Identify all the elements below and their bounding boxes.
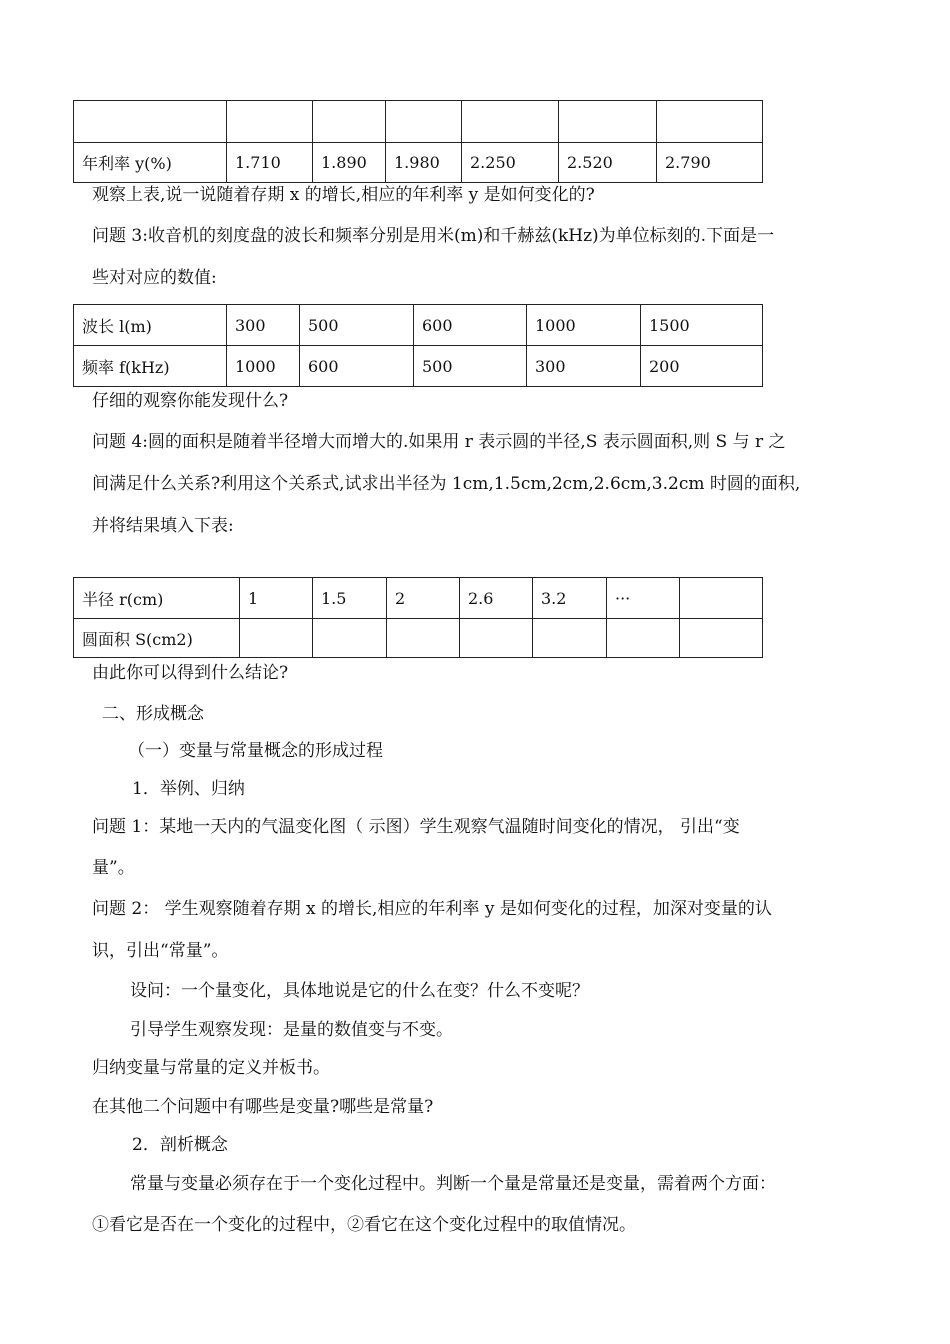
table-cell: 2.790	[657, 143, 763, 183]
question-2-line-2: 识，引出“常量”。	[92, 941, 229, 961]
row-label: 圆面积 S(cm2)	[74, 619, 240, 658]
table-cell: 1.5	[313, 578, 387, 619]
table-cell: 500	[300, 305, 414, 346]
row-label: 半径 r(cm)	[74, 578, 240, 619]
table-row	[74, 143, 763, 183]
table-row	[74, 578, 763, 619]
summary-paragraph: 归纳变量与常量的定义并板书。	[92, 1058, 330, 1078]
table-cell: 300	[227, 305, 300, 346]
question-4-line-1: 问题 4:圆的面积是随着半径增大而增大的.如果用 r 表示圆的半径,S 表示圆面积,则 S 与 r 之	[92, 432, 786, 452]
question-1-line-1: 问题 1：某地一天内的气温变化图（ 示图）学生观察气温随时间变化的情况， 引出“变	[92, 817, 740, 837]
table-cell: 600	[414, 305, 527, 346]
table-cell	[559, 101, 657, 143]
guide-paragraph: 引导学生观察发现：是量的数值变与不变。	[130, 1020, 453, 1040]
table-cell	[313, 101, 386, 143]
table-cell: ···	[607, 578, 680, 619]
table-cell	[386, 101, 462, 143]
question-3-line-1: 问题 3:收音机的刻度盘的波长和频率分别是用米(m)和千赫兹(kHz)为单位标刻的.下面是一	[92, 226, 775, 246]
table-cell: 1.890	[313, 143, 386, 183]
paragraph: 观察上表,说一说随着存期 x 的增长,相应的年利率 y 是如何变化的?	[92, 185, 595, 205]
analysis-line-1: 常量与变量必须存在于一个变化过程中。判断一个量是常量还是变量，需着两个方面：	[130, 1174, 776, 1194]
table-cell	[533, 619, 607, 658]
table-cell	[240, 619, 313, 658]
table-cell: 2.250	[462, 143, 559, 183]
table-cell	[74, 101, 227, 143]
question-1-line-2: 量”。	[92, 858, 135, 878]
table-cell	[313, 619, 387, 658]
question-4-line-3: 并将结果填入下表:	[92, 516, 234, 536]
table-cell	[387, 619, 460, 658]
table-cell	[460, 619, 533, 658]
table-cell: 1500	[641, 305, 763, 346]
table-cell: 1000	[527, 305, 641, 346]
other-paragraph: 在其他二个问题中有哪些是变量?哪些是常量?	[92, 1097, 434, 1117]
table-cell	[680, 578, 763, 619]
table-cell: 2	[387, 578, 460, 619]
interest-rate-table	[73, 100, 763, 183]
table-row	[74, 619, 763, 658]
table-cell: 200	[641, 346, 763, 387]
ask-paragraph: 设问：一个量变化，具体地说是它的什么在变？什么不变呢？	[130, 981, 589, 1001]
table-cell: 300	[527, 346, 641, 387]
table-cell: 2.520	[559, 143, 657, 183]
table-cell	[462, 101, 559, 143]
table-row	[74, 346, 763, 387]
wavelength-frequency-table	[73, 304, 763, 387]
paragraph: 由此你可以得到什么结论?	[92, 663, 289, 683]
table-cell	[680, 619, 763, 658]
table-row	[74, 305, 763, 346]
table-cell: 500	[414, 346, 527, 387]
table-cell: 1000	[227, 346, 300, 387]
question-2-line-1: 问题 2： 学生观察随着存期 x 的增长,相应的年利率 y 是如何变化的过程，加深对变量的认	[92, 899, 772, 919]
table-cell: 1.710	[227, 143, 313, 183]
row-label: 波长 l(m)	[74, 305, 227, 346]
question-3-line-2: 些对对应的数值:	[92, 268, 217, 288]
table-cell: 1	[240, 578, 313, 619]
section-heading: 二、形成概念	[102, 704, 204, 724]
table-cell: 600	[300, 346, 414, 387]
radius-area-table	[73, 577, 763, 658]
table-cell	[227, 101, 313, 143]
table-cell	[607, 619, 680, 658]
question-4-line-2: 间满足什么关系?利用这个关系式,试求出半径为 1cm,1.5cm,2cm,2.6cm,3.2cm 时圆的面积,	[92, 474, 801, 494]
paragraph: 仔细的观察你能发现什么?	[92, 391, 289, 411]
item-heading: 1．举例、归纳	[132, 779, 245, 799]
analysis-line-2: ①看它是否在一个变化的过程中，②看它在这个变化过程中的取值情况。	[92, 1215, 636, 1235]
row-label: 年利率 y(%)	[74, 143, 227, 183]
row-label: 频率 f(kHz)	[74, 346, 227, 387]
table-cell: 1.980	[386, 143, 462, 183]
subsection-heading: （一）变量与常量概念的形成过程	[128, 741, 383, 761]
table-cell: 3.2	[533, 578, 607, 619]
table-cell	[657, 101, 763, 143]
item-heading: 2．剖析概念	[132, 1135, 228, 1155]
table-row	[74, 101, 763, 143]
table-cell: 2.6	[460, 578, 533, 619]
